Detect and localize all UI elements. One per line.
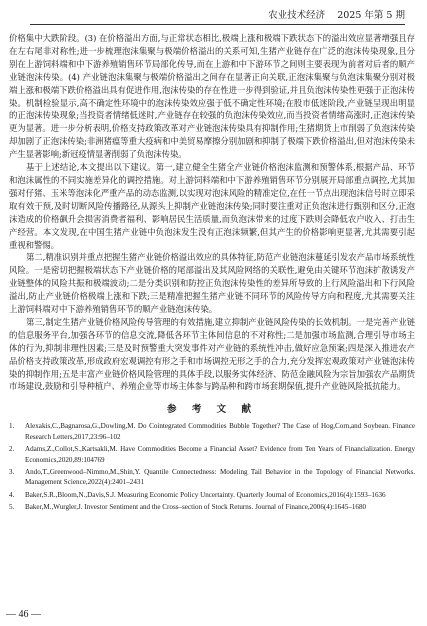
article-body <box>9 32 415 515</box>
issue-label: 2025 年第 5 期 <box>337 10 405 21</box>
reference-item: 5. Baker,M.,Wurgler,J. Investor Sentiment and the Cross–section of Stock Returns. Journal of Finance,2006(4):1645–1680 <box>9 503 367 512</box>
page-header <box>30 8 405 25</box>
paragraph-suggestion-3: 第三,制定生猪产业链价格风险传导管理的有效措施,建立抑制产业链风险传染的长效机制。一是完善产业链的信息服务平台,加强各环节的信息交流,降低各环节主体间信息的不对称性;二是加强市场监测,合理引导市场主体的行为,抑制非理性因素;三是及时预警重大突发事件对产业链的系统性冲击,做好应急预案;四是深入推进农产品价格支持政策改革,形成政府宏观调控有形之手和市场调控无形之手的合力,充分发挥宏观政策对产业链泡沫传染的抑制作用;五是丰富产业链价格风险管理的具体手段,以服务实体经济、防范金融风险为宗旨加强农产品期货市场建设,鼓励和引导种植户、养殖企业等市场主体参与跨品种和跨市场套期保值,提升产业链风险抵抗能力。 <box>9 316 415 392</box>
reference-item: 4. Baker,S.R.,Bloom,N.,Davis,S.J. Measuring Economic Policy Uncertainty. Quarterly Journal of Economics,2016(4):1593–1636 <box>9 490 386 499</box>
page-number: — 46 — <box>6 609 41 620</box>
reference-item: 3. Ando,T.,Greenwood–Nimmo,M.,Shin,Y. Quantile Connectedness: Modeling Tail Behavior in the Topology of Financial Networks. Management Science,2022(4):2401–2431 <box>9 468 415 487</box>
reference-item: 1. Alexakis,C.,Bagnarosa,G.,Dowling,M. Do Cointegrated Commodities Bubble Together? The Case of Hog,Corn,and Soybean. Finance Research Letters,2017,23:96–102 <box>9 422 415 441</box>
journal-name: 农业技术经济 <box>268 10 326 21</box>
paragraph-conclusion-continued: 价格集中大跌阶段。(3) 在价格溢出方面,与正常状态相比,极端上涨和极端下跌状态下的溢出效应显著增强且存在左右尾非对称性;进一步梳理泡沫集聚与极端价格溢出的关系可知,生猪产业链存在广泛的泡沫传染现象,且分别在上游饲料端和中下游养殖销售环节局部化传导,而在上游和中下游环节之间则主要表现为前者对后者的顺产业链泡沫传染。(4) 产业链泡沫集聚与极端价格溢出之间存在显著正向关联,正泡沫集聚与负泡沫集聚分别对极端上涨和极端下跌价格溢出具有促进作用,泡沫传染的存在性进一步得到验证,并且负泡沫传染性更强于正泡沫传染。机制检验显示,高不确定性环境中的泡沫传染效应强于低不确定性环境;在股市低迷阶段,产业链呈现出明显的正泡沫传染现象;当投资者情绪低迷时,产业链存在较强的负泡沫传染效应,而当投资者情绪高涨时,正泡沫传染更为显著。进一步分析表明,价格支持政策改革对产业链泡沫传染具有抑制作用;生猪期货上市削弱了负泡沫传染却加剧了正泡沫传染;非洲猪瘟等重大疫病和中美贸易摩擦分别加剧和抑制了极端下跌价格溢出,但对泡沫传染未产生显著影响;新冠疫情显著削弱了负泡沫传染。 <box>9 33 415 160</box>
reference-item: 2. Adams,Z.,Collot,S.,Kartsakli,M. Have Commodities Become a Financial Asset? Evidence from Ten Years of Financialization. Energy Economics,2020,89:104769 <box>9 445 415 464</box>
paragraph-suggestion-1: 基于上述结论,本文提出以下建议。第一,建立健全生猪全产业链价格泡沫监测和预警体系,根据产品、环节和泡沫属性的不同实施差异化的调控措施。对上游饲料端和中下游养殖销售环节分别展开局部重点调控,尤其加强对仔猪、玉米等泡沫化严重产品的动态监测,以实现对泡沫风险的精准定位,在任一节点出现泡沫信号时立即采取有效干预,及时切断风险传播路径,从源头上抑制产业链泡沫传染;同时要注重对正负泡沫进行甄别和区分,正泡沫造成的价格飙升会损害消费者福利、影响居民生活质量,而负泡沫带来的过度下跌则会降低农户收入、打击生产经营。本文发现,在中国生猪产业链中负泡沫发生没有正泡沫频繁,但其产生的价格影响更显著,尤其需要引起重视和警惕。 <box>9 162 415 250</box>
references-heading: 参 考 文 献 <box>167 404 257 416</box>
paragraph-suggestion-2: 第二,精准识别并重点把握生猪产业链价格溢出效应的具体特征,防范产业链泡沫蔓延引发农产品市场系统性风险。一是密切把握极端状态下产业链价格的尾部溢出及其风险网络的关联性,避免由关键环节泡沫扩散诱发产业链整体的风险共振和极端波动;二是分类识别和防控正负泡沫传染性的差异所导致的上行风险溢出和下行风险溢出,防止产业链价格极端上涨和下跌;三是精准把握生猪产业链不同环节的风险传导方向和程度,尤其需要关注上游饲料端对中下游养殖销售环节的顺产业链泡沫传染。 <box>9 252 415 315</box>
reference-list <box>9 421 415 512</box>
